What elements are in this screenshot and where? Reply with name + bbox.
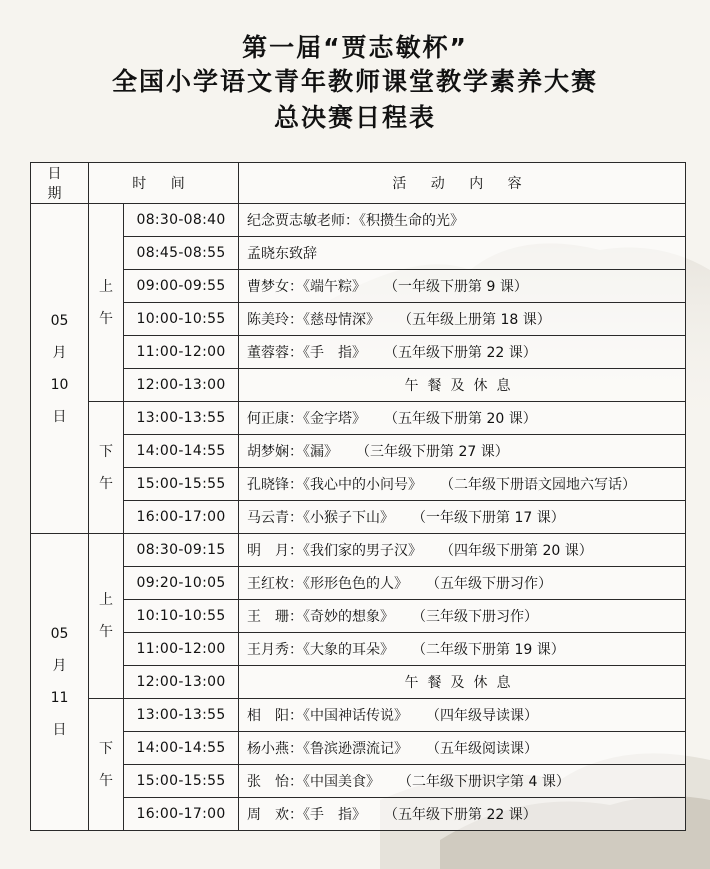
time-cell: 12:00-13:00 — [124, 666, 239, 699]
half-day-char: 下 — [99, 740, 113, 757]
activity-cell — [239, 303, 686, 336]
header-time: 时 间 — [89, 163, 239, 204]
time-cell: 11:00-12:00 — [124, 633, 239, 666]
teacher-name: 张 怡： — [247, 774, 304, 790]
teacher-name: 杨小燕： — [247, 741, 304, 757]
lesson-title: 《大象的耳朵》 — [303, 642, 395, 658]
time-cell: 16:00-17:00 — [124, 798, 239, 831]
teacher-name: 王红枚： — [247, 576, 304, 592]
teacher-name: 明 月： — [247, 543, 304, 559]
time-cell: 14:00-14:55 — [124, 435, 239, 468]
teacher-name: 午餐及休息 — [404, 675, 520, 691]
teacher-name: 午餐及休息 — [404, 378, 520, 394]
time-cell: 10:00-10:55 — [124, 303, 239, 336]
activity-cell — [239, 270, 686, 303]
activity-cell — [239, 204, 686, 237]
teacher-name: 相 阳： — [247, 708, 304, 724]
lesson-note: （三年级下册习作） — [412, 609, 539, 625]
date-part: 10 — [50, 376, 69, 393]
teacher-name: 董蓉蓉： — [247, 345, 304, 361]
activity-cell — [239, 798, 686, 831]
title-line-1: 第一届“贾志敏杯” — [242, 33, 468, 62]
table-row — [31, 600, 686, 633]
lesson-title: 《奇妙的想象》 — [303, 609, 395, 625]
activity-cell — [239, 336, 686, 369]
date-part: 月 — [52, 344, 67, 361]
time-cell: 16:00-17:00 — [124, 501, 239, 534]
time-cell: 13:00-13:55 — [124, 699, 239, 732]
table-row — [31, 402, 686, 435]
time-cell: 14:00-14:55 — [124, 732, 239, 765]
table-row — [31, 633, 686, 666]
activity-cell — [239, 699, 686, 732]
lesson-note: （五年级下册第 22 课） — [384, 807, 537, 823]
time-cell: 08:30-08:40 — [124, 204, 239, 237]
lesson-note: （一年级下册第 9 课） — [384, 279, 528, 295]
activity-cell — [239, 600, 686, 633]
time-cell: 15:00-15:55 — [124, 765, 239, 798]
date-part: 日 — [52, 722, 67, 738]
lesson-title: 《端午粽》 — [303, 279, 367, 295]
table-row — [31, 765, 686, 798]
time-cell: 11:00-12:00 — [124, 336, 239, 369]
activity-cell — [239, 666, 686, 699]
table-row — [31, 270, 686, 303]
lesson-title: 《金字塔》 — [303, 411, 367, 427]
table-row — [31, 336, 686, 369]
half-day-char: 上 — [99, 278, 113, 295]
teacher-name: 周 欢： — [247, 807, 304, 823]
date-part: 05 — [50, 626, 69, 642]
teacher-name: 王 珊： — [247, 609, 304, 625]
lesson-note: （五年级下册习作） — [426, 576, 553, 592]
morning-cell — [89, 534, 124, 699]
title-line-2: 全国小学语文青年教师课堂教学素养大赛 — [111, 67, 598, 96]
teacher-name: 马云青： — [247, 510, 304, 526]
time-cell: 15:00-15:55 — [124, 468, 239, 501]
half-day-char: 上 — [99, 592, 113, 608]
lesson-note: （二年级下册第 19 课） — [412, 642, 565, 658]
table-row — [31, 699, 686, 732]
activity-cell — [239, 435, 686, 468]
table-row — [31, 468, 686, 501]
morning-cell — [89, 204, 124, 402]
half-day-char: 下 — [99, 443, 113, 460]
schedule-table — [30, 162, 686, 831]
lesson-note: （二年级下册语文园地六写话） — [440, 477, 637, 493]
teacher-name: 何正康： — [247, 411, 304, 427]
lesson-note: （二年级下册识字第 4 课） — [398, 774, 570, 790]
date-part: 日 — [52, 408, 67, 425]
lesson-title: 《手 指》 — [303, 345, 367, 361]
lesson-note: （五年级下册第 22 课） — [384, 345, 537, 361]
table-row — [31, 204, 686, 237]
header-date: 日 期 — [31, 163, 89, 204]
activity-cell — [239, 237, 686, 270]
lesson-title: 《小猴子下山》 — [303, 510, 395, 526]
lesson-title: 《积攒生命的光》 — [359, 213, 465, 229]
half-day-char: 午 — [99, 772, 113, 789]
lesson-note: （四年级导读课） — [426, 708, 539, 724]
lesson-title: 《鲁滨逊漂流记》 — [303, 741, 409, 757]
title-line-3: 总决赛日程表 — [273, 103, 436, 132]
teacher-name: 曹梦女： — [247, 279, 304, 295]
date-part: 11 — [50, 690, 69, 706]
date-part: 05 — [50, 312, 69, 329]
date-vertical — [31, 305, 88, 433]
date-vertical — [31, 618, 88, 746]
teacher-name: 王月秀： — [247, 642, 304, 658]
lesson-title: 《我们家的男子汉》 — [303, 543, 423, 559]
teacher-name: 孟晓东致辞 — [247, 246, 318, 262]
lesson-note: （五年级上册第 18 课） — [398, 312, 551, 328]
time-cell: 08:30-09:15 — [124, 534, 239, 567]
activity-cell — [239, 732, 686, 765]
table-row — [31, 666, 686, 699]
time-cell: 10:10-10:55 — [124, 600, 239, 633]
teacher-name: 陈美玲： — [247, 312, 304, 328]
table-row — [31, 501, 686, 534]
lesson-title: 《我心中的小问号》 — [303, 477, 423, 493]
time-cell: 08:45-08:55 — [124, 237, 239, 270]
activity-cell — [239, 633, 686, 666]
time-cell: 09:00-09:55 — [124, 270, 239, 303]
teacher-name: 胡梦娴： — [247, 444, 304, 460]
table-row — [31, 237, 686, 270]
table-row — [31, 732, 686, 765]
table-row — [31, 534, 686, 567]
header-row — [31, 163, 686, 204]
table-row — [31, 567, 686, 600]
lesson-title: 《中国神话传说》 — [303, 708, 409, 724]
table-row — [31, 798, 686, 831]
activity-cell — [239, 534, 686, 567]
half-day-char: 午 — [99, 310, 113, 327]
table-row — [31, 435, 686, 468]
lesson-title: 《形形色色的人》 — [303, 576, 409, 592]
table-row — [31, 303, 686, 336]
activity-cell — [239, 765, 686, 798]
lesson-note: （四年级下册第 20 课） — [440, 543, 593, 559]
activity-cell — [239, 501, 686, 534]
date-cell — [31, 204, 89, 534]
lesson-note: （三年级下册第 27 课） — [356, 444, 509, 460]
header-activity: 活 动 内 容 — [239, 163, 686, 204]
time-cell: 13:00-13:55 — [124, 402, 239, 435]
date-cell — [31, 534, 89, 831]
activity-cell — [239, 369, 686, 402]
lesson-note: （五年级下册第 20 课） — [384, 411, 537, 427]
lesson-title: 《漏》 — [303, 444, 339, 460]
table-row — [31, 369, 686, 402]
half-day-char: 午 — [99, 624, 113, 640]
time-cell: 12:00-13:00 — [124, 369, 239, 402]
lesson-title: 《手 指》 — [303, 807, 367, 823]
activity-cell — [239, 402, 686, 435]
lesson-note: （一年级下册第 17 课） — [412, 510, 565, 526]
teacher-name: 纪念贾志敏老师： — [247, 213, 360, 229]
lesson-note: （五年级阅读课） — [426, 741, 539, 757]
activity-cell — [239, 567, 686, 600]
lesson-title: 《慈母情深》 — [303, 312, 381, 328]
half-day-char: 午 — [99, 475, 113, 492]
date-part: 月 — [52, 658, 67, 674]
afternoon-cell — [89, 699, 124, 831]
time-cell: 09:20-10:05 — [124, 567, 239, 600]
lesson-title: 《中国美食》 — [303, 774, 381, 790]
activity-cell — [239, 468, 686, 501]
afternoon-cell — [89, 402, 124, 534]
teacher-name: 孔晓锋： — [247, 477, 304, 493]
